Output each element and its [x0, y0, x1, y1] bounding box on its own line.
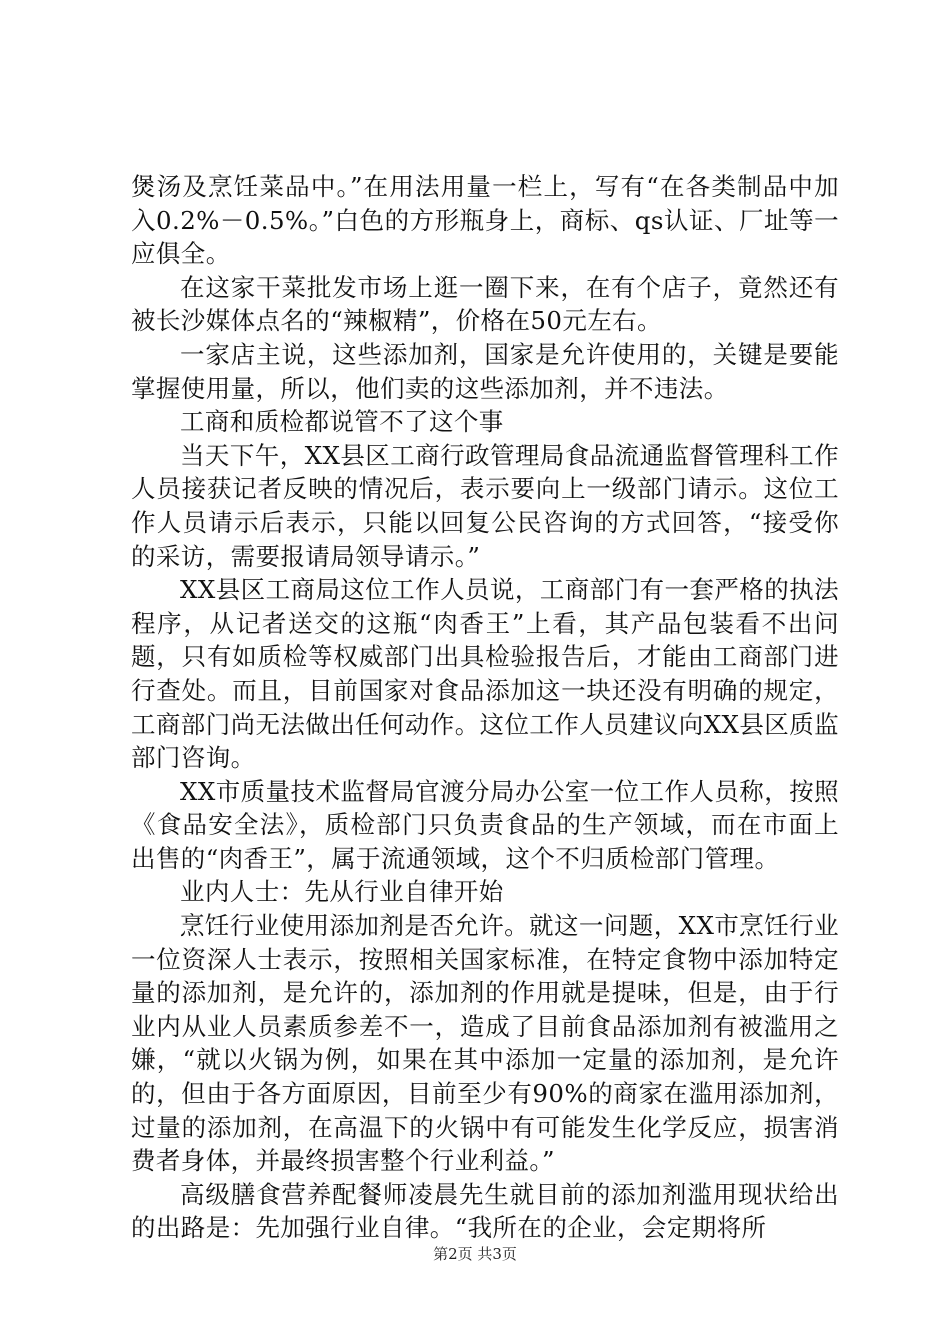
- section-heading: 工商和质检都说管不了这个事: [180, 407, 504, 437]
- document-body: [131, 170, 839, 1245]
- paragraph: 一家店主说，这些添加剂，国家是允许使用的，关键是要能掌握使用量，所以，他们卖的这些添加剂，并不违法。: [131, 339, 839, 403]
- page-number: 第2页 共3页: [433, 1245, 517, 1263]
- section-heading: 业内人士：先从行业自律开始: [180, 877, 504, 907]
- paragraph: 烹饪行业使用添加剂是否允许。就这一问题，XX市烹饪行业一位资深人士表示，按照相关国家标准，在特定食物中添加特定量的添加剂，是允许的，添加剂的作用就是提味，但是，由于行业内从业人员素质参差不一，造成了目前食品添加剂有被滥用之嫌，“就以火锅为例，如果在其中添加一定量的添加剂，是允许的，但由于各方面原因，目前至少有90%的商家在滥用添加剂，过量的添加剂，在高温下的火锅中有可能发生化学反应，损害消费者身体，并最终损害整个行业利益。”: [131, 911, 839, 1176]
- paragraph: 煲汤及烹饪菜品中。”在用法用量一栏上，写有“在各类制品中加入0.2%－0.5%。”白色的方形瓶身上，商标、qs认证、厂址等一应俱全。: [131, 172, 839, 269]
- paragraph: XX市质量技术监督局官渡分局办公室一位工作人员称，按照《食品安全法》，质检部门只负责食品的生产领域，而在市面上出售的“肉香王”，属于流通领域，这个不归质检部门管理。: [131, 776, 839, 873]
- paragraph: 在这家干菜批发市场上逛一圈下来，在有个店子，竟然还有被长沙媒体点名的“辣椒精”，价格在50元左右。: [131, 272, 839, 336]
- paragraph: 当天下午，XX县区工商行政管理局食品流通监督管理科工作人员接获记者反映的情况后，表示要向上一级部门请示。这位工作人员请示后表示，只能以回复公民咨询的方式回答，“接受你的采访，需要报请局领导请示。”: [131, 440, 839, 571]
- page-footer: [0, 1244, 950, 1264]
- paragraph: 高级膳食营养配餐师凌晨先生就目前的添加剂滥用现状给出的出路是：先加强行业自律。“我所在的企业，会定期将所: [131, 1179, 839, 1243]
- paragraph: XX县区工商局这位工作人员说，工商部门有一套严格的执法程序，从记者送交的这瓶“肉香王”上看，其产品包装看不出问题，只有如质检等权威部门出具检验报告后，才能由工商部门进行查处。而且，目前国家对食品添加这一块还没有明确的规定，工商部门尚无法做出任何动作。这位工作人员建议向XX县区质监部门咨询。: [131, 575, 839, 773]
